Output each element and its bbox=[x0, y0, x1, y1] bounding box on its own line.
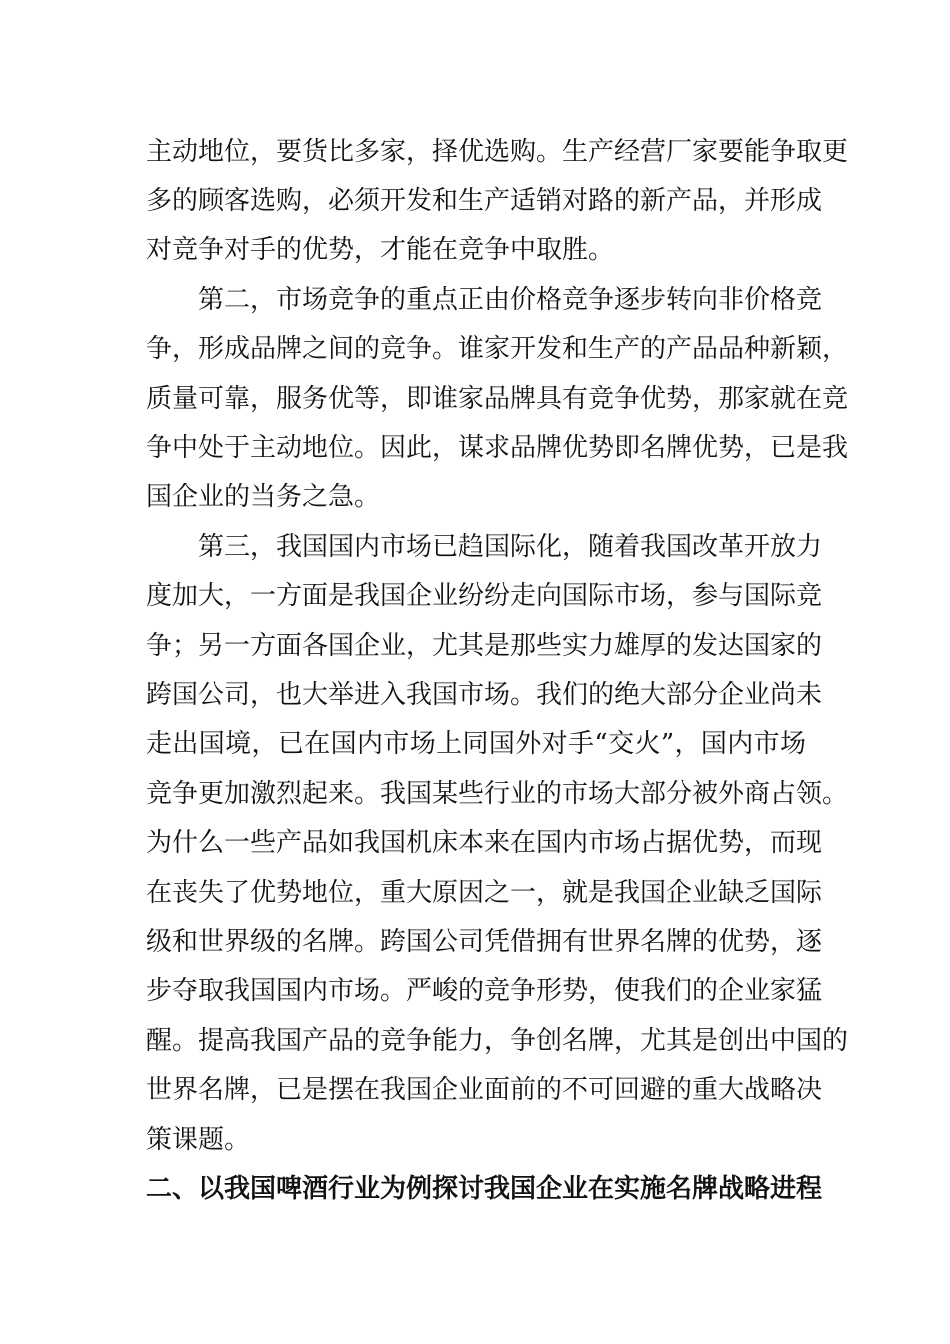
paragraph-3-line-6: 竞争更加激烈起来。我国某些行业的市场大部分被外商占领。 bbox=[146, 779, 849, 809]
paragraph-3-line-12: 世界名牌，已是摆在我国企业面前的不可回避的重大战略决 bbox=[146, 1075, 823, 1105]
paragraph-2-line-4: 争中处于主动地位。因此，谋求品牌优势即名牌优势，已是我 bbox=[146, 433, 849, 463]
paragraph-3-line-2: 度加大，一方面是我国企业纷纷走向国际市场，参与国际竞 bbox=[146, 581, 823, 611]
paragraph-1-line-3: 对竞争对手的优势，才能在竞争中取胜。 bbox=[146, 235, 615, 265]
paragraph-3-line-5: 走出国境，已在国内市场上同国外对手“交火”，国内市场 bbox=[146, 729, 806, 759]
paragraph-3-line-3: 争；另一方面各国企业，尤其是那些实力雄厚的发达国家的 bbox=[146, 631, 823, 661]
paragraph-1-line-1: 主动地位，要货比多家，择优选购。生产经营厂家要能争取更 bbox=[146, 137, 849, 167]
paragraph-2-line-5: 国企业的当务之急。 bbox=[146, 482, 381, 512]
paragraph-3-line-11: 醒。提高我国产品的竞争能力，争创名牌，尤其是创出中国的 bbox=[146, 1026, 849, 1056]
paragraph-3-line-7: 为什么一些产品如我国机床本来在国内市场占据优势，而现 bbox=[146, 828, 823, 858]
paragraph-3-line-10: 步夺取我国国内市场。严峻的竞争形势，使我们的企业家猛 bbox=[146, 976, 823, 1006]
paragraph-3-line-4: 跨国公司，也大举进入我国市场。我们的绝大部分企业尚未 bbox=[146, 680, 823, 710]
paragraph-2-line-1: 第二，市场竞争的重点正由价格竞争逐步转向非价格竞 bbox=[198, 285, 823, 315]
paragraph-1-line-2: 多的顾客选购，必须开发和生产适销对路的新产品，并形成 bbox=[146, 186, 823, 216]
paragraph-3-line-1: 第三，我国国内市场已趋国际化，随着我国改革开放力 bbox=[198, 532, 823, 562]
paragraph-3-line-9: 级和世界级的名牌。跨国公司凭借拥有世界名牌的优势，逐 bbox=[146, 927, 823, 957]
paragraph-2-line-3: 质量可靠，服务优等，即谁家品牌具有竞争优势，那家就在竞 bbox=[146, 384, 849, 414]
paragraph-3-line-13: 策课题。 bbox=[146, 1125, 251, 1155]
section-heading: 二、以我国啤酒行业为例探讨我国企业在实施名牌战略进程 bbox=[146, 1174, 823, 1204]
paragraph-2-line-2: 争，形成品牌之间的竞争。谁家开发和生产的产品品种新颖， bbox=[146, 334, 849, 364]
paragraph-3-line-8: 在丧失了优势地位，重大原因之一，就是我国企业缺乏国际 bbox=[146, 878, 823, 908]
